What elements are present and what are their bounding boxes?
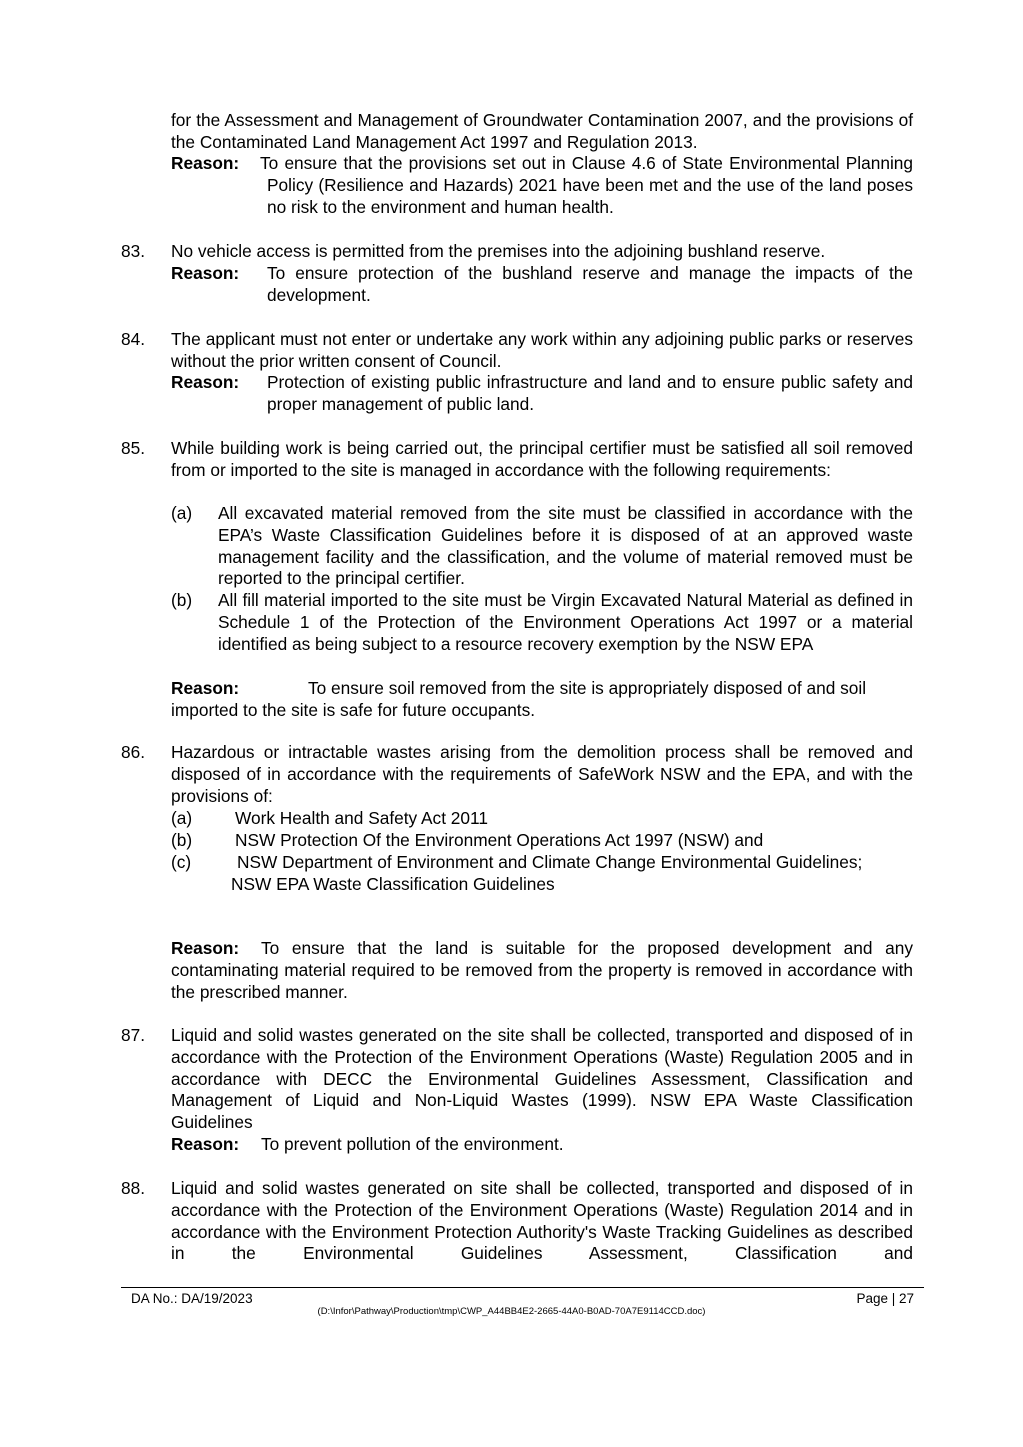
condition-text: The applicant must not enter or undertake any work within any adjoining public parks or reserves without the prior written consent of Council. bbox=[171, 329, 913, 371]
reason-text: To ensure that the provisions set out in Clause 4.6 of State Environmental Planning Policy (Resilience and Hazards) 2021 have been met and the use of the land poses no risk to the environment and human health. bbox=[260, 153, 913, 217]
condition-number: 83. bbox=[121, 241, 146, 261]
sub-item-label: (b) bbox=[171, 590, 193, 610]
condition-number: 86. bbox=[121, 742, 146, 762]
sub-item-text: NSW Protection Of the Environment Operations Act 1997 (NSW) and bbox=[235, 830, 764, 850]
reason-text: To ensure protection of the bushland reserve and manage the impacts of the development. bbox=[267, 263, 913, 305]
sub-item-text: Work Health and Safety Act 2011 bbox=[235, 808, 488, 828]
condition-number: 84. bbox=[121, 329, 146, 349]
condition-text: No vehicle access is permitted from the premises into the adjoining bushland reserve. bbox=[171, 241, 826, 261]
reason-label: Reason: bbox=[171, 372, 240, 392]
reason-text: Protection of existing public infrastructure and land and to ensure public safety and proper management of public land. bbox=[267, 372, 913, 414]
condition-text: Liquid and solid wastes generated on site shall be collected, transported and disposed of in accordance with the Protection of the Environment Operations (Waste) Regulation 2014 and in accordance with the Environment Protection Authority's Waste Tracking Guidelines as described in the Environmental Guidelines Assessment, Classification and bbox=[171, 1178, 913, 1264]
condition-text: Hazardous or intractable wastes arising from the demolition process shall be removed and disposed of in accordance with the requirements of SafeWork NSW and the EPA, and with the provisions of: bbox=[171, 742, 913, 806]
reason-label: Reason: bbox=[171, 153, 240, 173]
condition-number: 87. bbox=[121, 1025, 146, 1045]
reason-text: To ensure soil removed from the site is appropriately disposed of and soil bbox=[308, 678, 867, 698]
condition-text: While building work is being carried out, the principal certifier must be satisfied all soil removed from or imported to the site is managed in accordance with the following requirements: bbox=[171, 438, 913, 480]
condition-number: 85. bbox=[121, 438, 146, 458]
reason-text-continued: imported to the site is safe for future occupants. bbox=[171, 700, 536, 720]
reason-label: Reason: bbox=[171, 1134, 240, 1154]
da-number: DA No.: DA/19/2023 bbox=[131, 1291, 253, 1306]
sub-item-label: (b) bbox=[171, 830, 193, 850]
sub-item-label: (c) bbox=[171, 852, 192, 872]
sub-item-label: (a) bbox=[171, 808, 193, 828]
footer-rule bbox=[121, 1287, 924, 1288]
sub-item-text: All excavated material removed from the site must be classified in accordance with the EPA’s Waste Classification Guidelines before it is disposed of at an approved waste management facility and the classification, and the volume of material removed must be reported to the principal certifier. bbox=[218, 503, 913, 589]
continued-paragraph: for the Assessment and Management of Groundwater Contamination 2007, and the provisions of the Contaminated Land Management Act 1997 and Regulation 2013. bbox=[171, 110, 913, 152]
condition-text: Liquid and solid wastes generated on the site shall be collected, transported and disposed of in accordance with the Protection of the Environment Operations (Waste) Regulation 2005 and in accordance with DECC the Environmental Guidelines Assessment, Classification and Management of Liquid and Non-Liquid Wastes (1999). NSW EPA Waste Classification Guidelines bbox=[171, 1025, 913, 1133]
sub-item-text-continued: NSW EPA Waste Classification Guidelines bbox=[231, 874, 555, 894]
reason-label: Reason: bbox=[171, 938, 240, 958]
page-number: Page | 27 bbox=[856, 1291, 914, 1306]
condition-number: 88. bbox=[121, 1178, 146, 1198]
reason-label: Reason: bbox=[171, 263, 240, 283]
reason-label: Reason: bbox=[171, 678, 240, 698]
reason-text: To prevent pollution of the environment. bbox=[261, 1134, 564, 1154]
sub-item-text: NSW Department of Environment and Climate Change Environmental Guidelines; bbox=[237, 852, 863, 872]
reason-text: To ensure that the land is suitable for the proposed development and any contaminating material required to be removed from the property is removed in accordance with the prescribed manner. bbox=[171, 938, 913, 1002]
sub-item-text: All fill material imported to the site must be Virgin Excavated Natural Material as defined in Schedule 1 of the Protection of the Environment Operations Act 1997 or a material identified as being subject to a resource recovery exemption by the NSW EPA bbox=[218, 590, 913, 654]
file-path: (D:\Infor\Pathway\Production\tmp\CWP_A44BB4E2-2665-44A0-B0AD-70A7E9114CCD.doc) bbox=[317, 1306, 706, 1317]
sub-item-label: (a) bbox=[171, 503, 193, 523]
